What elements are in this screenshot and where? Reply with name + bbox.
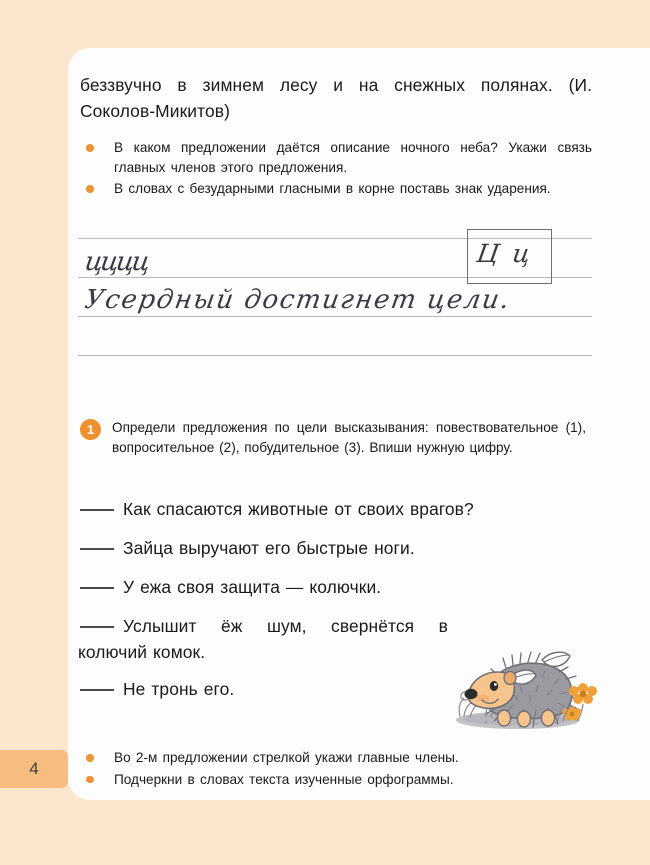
intro-paragraph: беззвучно в зимнем лесу и на снежных полянах. (И. Соколов-Микитов) [80,75,592,121]
workbook-page-sheet [68,48,650,800]
bottom-task-item-1 [80,748,585,768]
top-task-item-1-text: В каком предложении даётся описание ночного неба? Укажи связь главных членов этого предложения. [114,140,592,175]
bottom-task-list [80,748,585,791]
sentence-text: Зайца выручают его быстрые ноги. [123,538,415,558]
exercise-number-badge: 1 [80,419,101,440]
sentence-row [78,535,592,561]
exercise-1 [78,418,592,457]
rule-line-4 [78,355,592,356]
bullet-dot-icon [86,144,94,152]
cursive-sentence: Усердный достигнет цели. [82,285,513,315]
page-number-tab: 4 [0,750,68,788]
bullet-dot-icon [86,776,94,784]
sentence-row [78,574,592,600]
cursive-practice-letters: цццц [82,247,150,277]
answer-blank-input[interactable] [80,509,114,511]
top-task-item-2 [80,179,592,199]
page-content-area [68,48,593,800]
rule-line-3 [78,316,592,317]
letter-sample-box [467,229,552,284]
answer-blank-input[interactable] [80,548,114,550]
sentence-text: У ежа своя защита — колючки. [123,577,382,597]
sentence-text: Как спасаются животные от своих врагов? [123,499,474,519]
answer-blank-input[interactable] [80,689,114,691]
sentence-text: Не тронь его. [123,679,235,699]
bottom-task-item-2 [80,770,585,790]
bullet-dot-icon [86,754,94,762]
exercise-1-instruction: Определи предложения по цели высказывания: повествовательное (1), вопросительное (2), побудительное (3). Впиши нужную цифру. [112,420,586,455]
bullet-dot-icon [86,185,94,193]
handwriting-practice-area[interactable] [78,238,592,388]
answer-blank-input[interactable] [80,626,114,628]
sentence-text: Услышит ёж шум, свернётся в колючий комок. [78,616,448,662]
answer-blank-input[interactable] [80,587,114,589]
bottom-task-item-2-text: Подчеркни в словах текста изученные орфограммы. [114,771,454,787]
sentence-row [78,496,592,522]
bottom-task-item-1-text: Во 2-м предложении стрелкой укажи главные члены. [114,750,459,765]
top-task-item-1 [80,138,592,177]
sentence-row [78,613,448,665]
hedgehog-illustration [446,638,598,738]
letter-sample-text: Ц ц [474,239,536,268]
top-task-item-2-text: В словах с безударными гласными в корне поставь знак ударения. [114,181,551,196]
top-task-list [80,138,592,201]
